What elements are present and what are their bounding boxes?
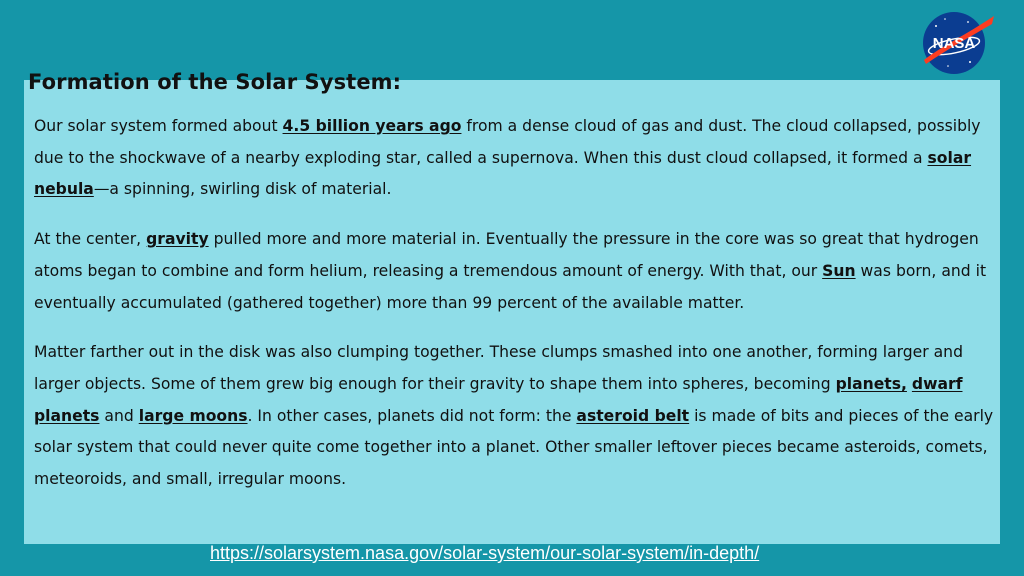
text-segment: was born, and it eventually accumulated (gathered together) more than 99 percent of the available matter.	[34, 261, 987, 312]
keyword-dwarf-planets: dwarf planets	[34, 374, 963, 425]
paragraph-origin	[34, 111, 996, 206]
paragraph-sun	[34, 224, 996, 319]
text-segment: Matter farther out in the disk was also clumping together. These clumps smashed into one another, forming larger and larger objects. Some of them grew big enough for their gravity to shape them into spheres, becoming	[34, 343, 963, 393]
keyword-asteroid-belt: asteroid belt	[576, 406, 690, 425]
text-segment: is made of bits and pieces of the early solar system that could never quite come together into a planet. Other smaller leftover pieces became asteroids, comets, meteoroids, and small, irregular moons.	[34, 406, 994, 489]
keyword-sun: Sun	[822, 261, 856, 280]
text-segment: —a spinning, swirling disk of material.	[93, 180, 392, 199]
keyword-planets: planets,	[835, 374, 907, 393]
keyword-solar-nebula: solar nebula	[34, 148, 972, 199]
text-segment: . In other cases, planets did not form: the	[247, 406, 577, 425]
paragraph-planets	[34, 337, 996, 496]
keyword-large-moons: large moons	[138, 406, 248, 425]
text-segment: At the center,	[34, 230, 147, 249]
body-text	[34, 111, 996, 496]
keyword-gravity: gravity	[146, 230, 209, 249]
logo-text: NASA	[932, 35, 976, 52]
text-segment: Our solar system formed about	[34, 117, 283, 135]
slide-title: Formation of the Solar System:	[28, 70, 402, 94]
nasa-meatball-logo-icon	[918, 10, 996, 76]
text-segment: and	[99, 406, 139, 425]
text-segment: pulled more and more material in. Eventually the pressure in the core was so great that hydrogen atoms began to combine and form helium, releasing a tremendous amount of energy. With that, our	[34, 230, 979, 280]
text-segment: from a dense cloud of gas and dust. The cloud collapsed, possibly due to the shockwave of a nearby exploding star, called a supernova. When this dust cloud collapsed, it formed a	[34, 117, 981, 167]
keyword-4-5-billion-years-ago: 4.5 billion years ago	[282, 117, 462, 135]
source-link[interactable]: https://solarsystem.nasa.gov/solar-system/our-solar-system/in-depth/	[210, 543, 760, 563]
